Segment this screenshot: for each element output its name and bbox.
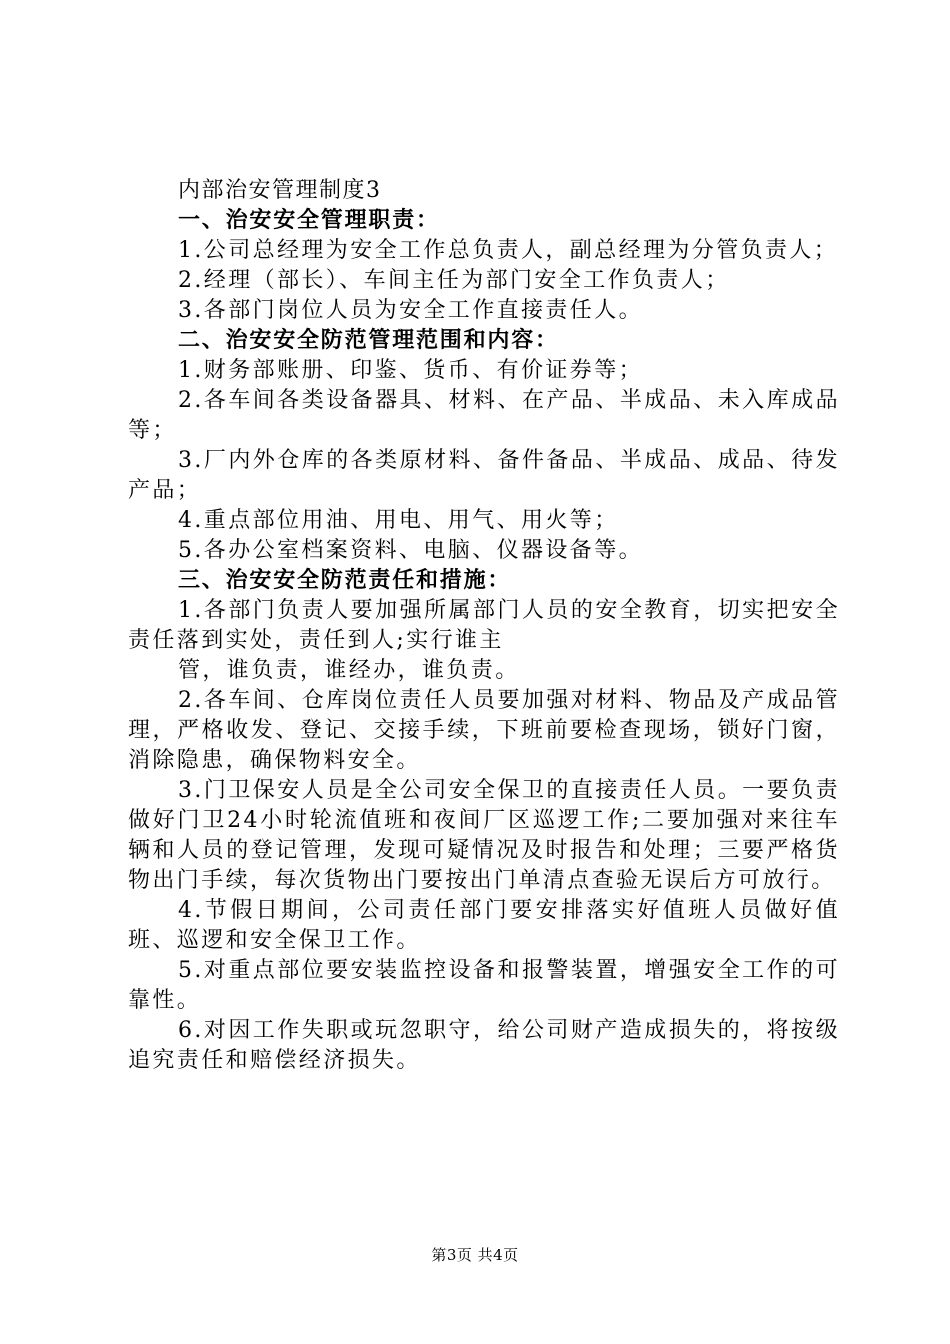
- paragraph: 5.对重点部位要安装监控设备和报警装置，增强安全工作的可靠性。: [128, 958, 840, 1013]
- paragraph: 6.对因工作失职或玩忽职守，给公司财产造成损失的，将按级追究责任和赔偿经济损失。: [128, 1018, 840, 1073]
- section-heading-1: 一、治安安全管理职责：: [178, 208, 440, 233]
- paragraph: 4.节假日期间，公司责任部门要安排落实好值班人员做好值班、巡逻和安全保卫工作。: [128, 898, 840, 953]
- document-title: 内部治安管理制度3: [178, 178, 382, 203]
- paragraph: 管，谁负责，谁经办，谁负责。: [178, 658, 520, 683]
- paragraph: 2.各车间、仓库岗位责任人员要加强对材料、物品及产成品管理，严格收发、登记、交接手续，下班前要检查现场，锁好门窗，消除隐患，确保物料安全。: [128, 688, 840, 773]
- paragraph: 1.各部门负责人要加强所属部门人员的安全教育，切实把安全责任落到实处，责任到人;实行谁主: [128, 598, 840, 653]
- section-heading-2: 二、治安安全防范管理范围和内容：: [178, 328, 559, 353]
- paragraph: 5.各办公室档案资料、电脑、仪器设备等。: [178, 538, 643, 563]
- paragraph: 2.各车间各类设备器具、材料、在产品、半成品、未入库成品等；: [128, 388, 840, 443]
- paragraph: 3.厂内外仓库的各类原材料、备件备品、半成品、成品、待发产品；: [128, 448, 840, 503]
- section-heading-3: 三、治安安全防范责任和措施：: [178, 568, 512, 593]
- document-body: [128, 176, 840, 1076]
- paragraph: 1.公司总经理为安全工作总负责人，副总经理为分管负责人；: [178, 238, 839, 263]
- paragraph: 3.门卫保安人员是全公司安全保卫的直接责任人员。一要负责做好门卫24小时轮流值班和夜间厂区巡逻工作;二要加强对来往车辆和人员的登记管理，发现可疑情况及时报告和处理；三要严格货物出门手续，每次货物出门要按出门单清点查验无误后方可放行。: [128, 778, 840, 893]
- paragraph: 1.财务部账册、印鉴、货币、有价证券等；: [178, 358, 643, 383]
- paragraph: 2.经理（部长）、车间主任为部门安全工作负责人；: [178, 268, 730, 293]
- paragraph: 3.各部门岗位人员为安全工作直接责任人。: [178, 298, 643, 323]
- paragraph: 4.重点部位用油、用电、用气、用火等；: [178, 508, 619, 533]
- page-number-footer: 第3页 共4页: [431, 1246, 519, 1264]
